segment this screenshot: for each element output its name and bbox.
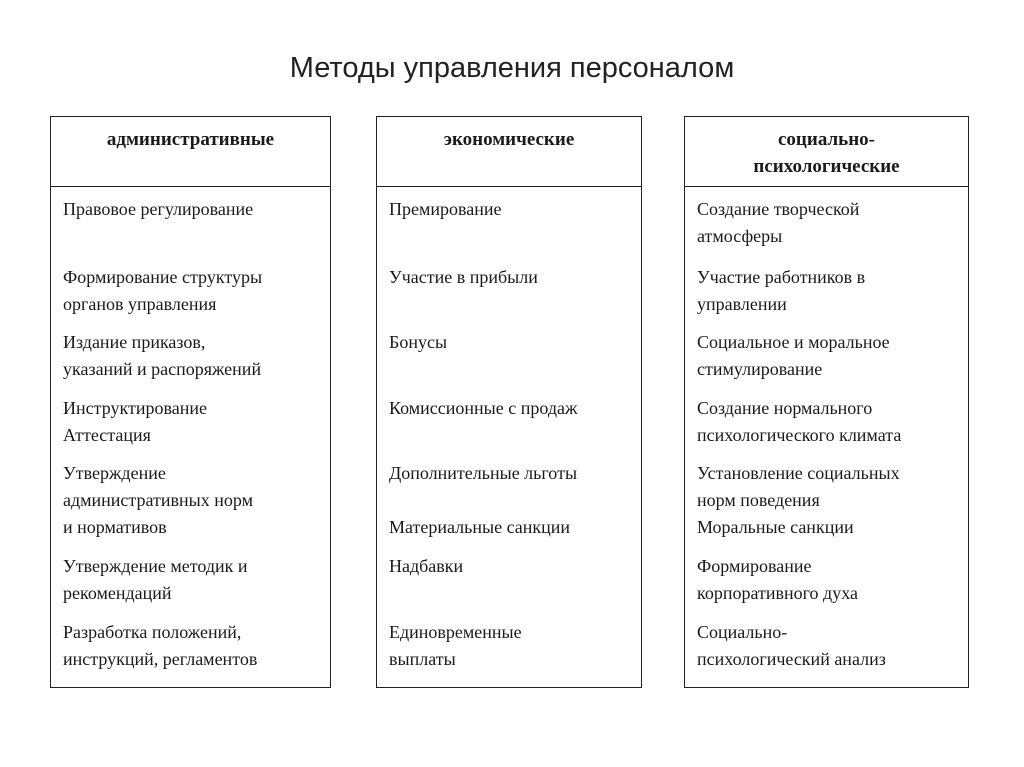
item-line: Создание творческой [697,199,860,219]
item-line: Моральные санкции [697,517,854,537]
item-line: и нормативов [63,517,167,537]
item-line: Разработка положений, [63,622,242,642]
item-line: Инструктирование [63,398,207,418]
item-line: Утверждение методик и [63,556,248,576]
header-line: психологические [753,156,900,177]
column-economic [376,116,642,688]
item-line: указаний и распоряжений [63,359,262,379]
item-line: Установление социальных [697,463,900,483]
item-line: Создание нормального [697,398,873,418]
list-item [63,460,324,541]
item-line: норм поведения [697,490,820,510]
list-item [389,460,635,487]
item-line: Формирование [697,556,812,576]
list-item [63,196,324,223]
item-line: Участие работников в [697,267,866,287]
header-line: административные [106,129,275,150]
list-item [389,329,635,356]
list-item [697,460,962,514]
item-line: Дополнительные льготы [389,463,578,483]
item-line: Издание приказов, [63,332,206,352]
list-item [697,329,962,383]
item-line: Утверждение [63,463,166,483]
item-line: Надбавки [389,556,464,576]
list-item [697,395,962,449]
item-line: Материальные санкции [389,517,571,537]
list-item [697,264,962,318]
list-item [389,514,635,541]
item-line: Социально- [697,622,788,642]
item-line: психологический анализ [697,649,886,669]
item-line: рекомендаций [63,583,172,603]
item-line: корпоративного духа [697,583,858,603]
list-item [697,196,962,250]
column-header [51,117,330,187]
list-item [63,619,324,673]
list-item [389,395,635,422]
item-line: психологического климата [697,425,902,445]
header-line: социально- [778,129,875,150]
column-header [377,117,641,187]
item-line: Участие в прибыли [389,267,538,287]
item-line: Формирование структуры [63,267,263,287]
item-line: Правовое регулирование [63,199,254,219]
item-line: Премирование [389,199,502,219]
item-line: инструкций, регламентов [63,649,258,669]
list-item [389,264,635,291]
list-item [63,395,324,449]
list-item [389,196,635,223]
list-item [389,619,635,673]
list-item [697,514,962,541]
column-administrative [50,116,331,688]
item-line: атмосферы [697,226,783,246]
item-line: Комиссионные с продаж [389,398,578,418]
page-title: Методы управления персоналом [289,52,735,84]
list-item [63,553,324,607]
item-line: управлении [697,294,787,314]
item-line: административных норм [63,490,254,510]
item-line: стимулирование [697,359,823,379]
header-line: экономические [443,129,575,150]
list-item [697,553,962,607]
item-line: органов управления [63,294,217,314]
list-item [697,619,962,673]
list-item [63,264,324,318]
item-line: выплаты [389,649,456,669]
column-header [685,117,968,187]
column-socio-psychological [684,116,969,688]
item-line: Бонусы [389,332,448,352]
item-line: Социальное и моральное [697,332,890,352]
list-item [63,329,324,383]
item-line: Аттестация [63,425,151,445]
item-line: Единовременные [389,622,522,642]
list-item [389,553,635,580]
